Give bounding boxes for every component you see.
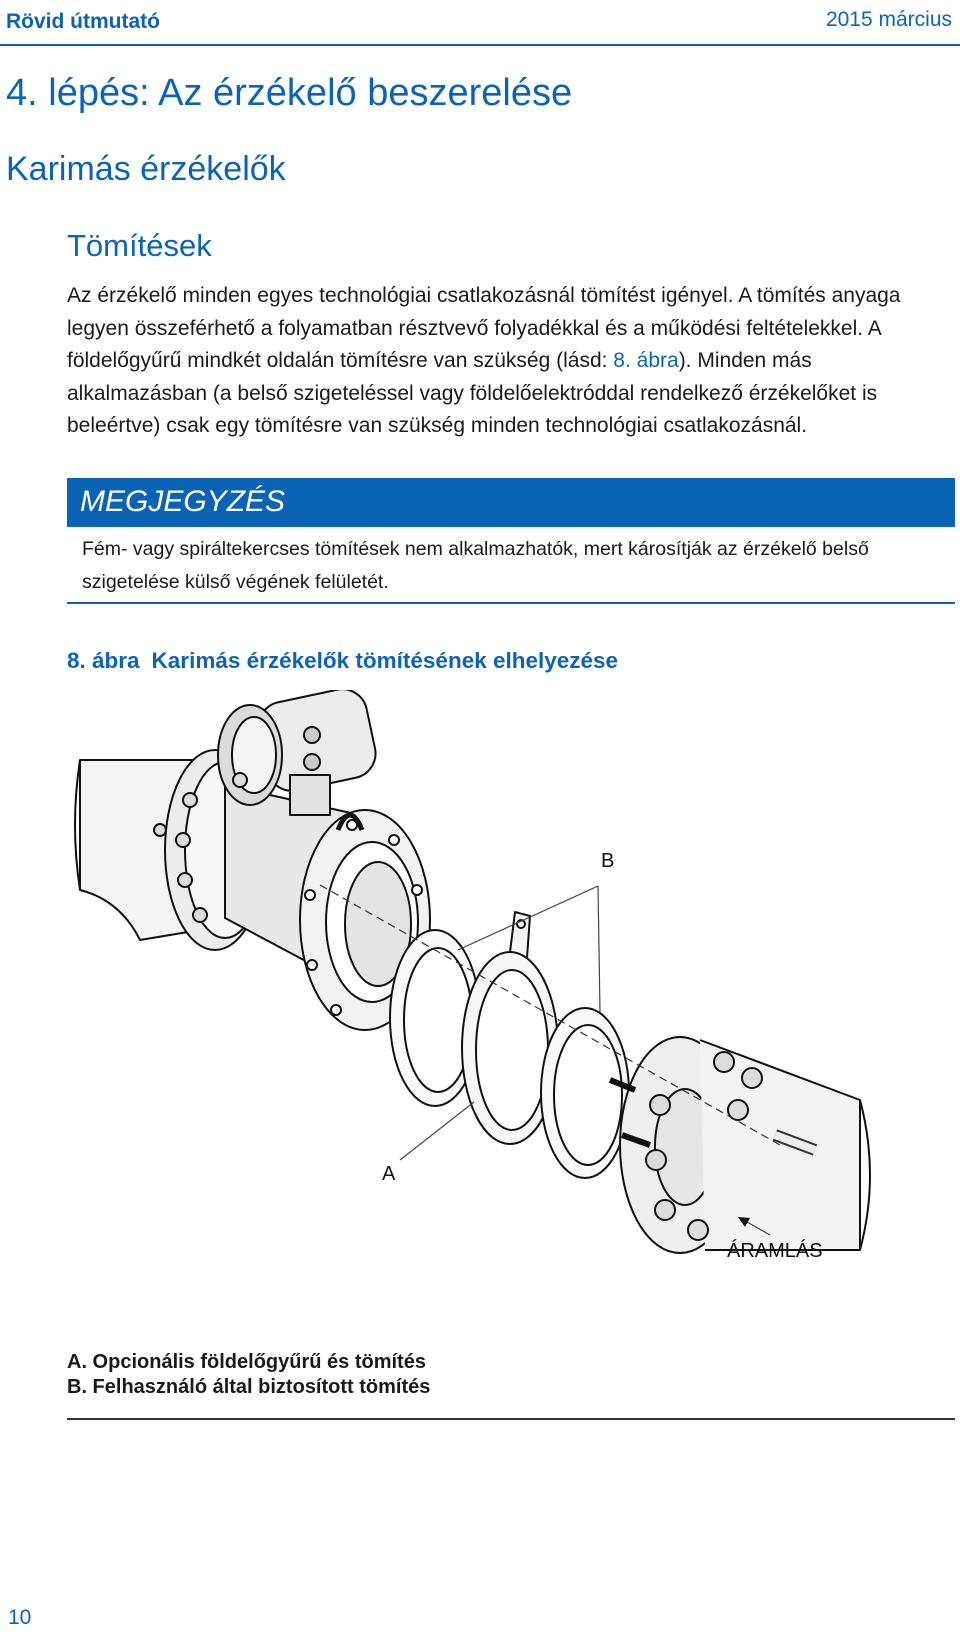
paragraph-text-1: Az érzékelő minden egyes technológiai csatlakozásnál tömítést igényel. A tömítés anyaga legyen összeférhető a folyamatban résztvevő folyadékkal és a működési feltételekkel. A földelőgyűrű mindkét oldalán tömítésre van szükség (lásd:	[67, 284, 901, 372]
figure-8-link[interactable]: 8. ábra	[613, 349, 679, 372]
header-doc-type: Rövid útmutató	[6, 10, 160, 33]
gaskets-paragraph	[67, 280, 947, 443]
note-title: MEGJEGYZÉS	[80, 485, 286, 518]
legend-item-b: B. Felhasználó által biztosított tömítés	[67, 1376, 431, 1398]
subsection-heading: Tömítések	[67, 228, 212, 263]
label-a: A	[382, 1163, 396, 1185]
figure-legend	[67, 1350, 430, 1400]
label-flow: ÁRAMLÁS	[727, 1240, 823, 1262]
legend-item-a: A. Opcionális földelőgyűrű és tömítés	[67, 1351, 426, 1373]
header-rule	[0, 44, 960, 46]
label-b: B	[601, 850, 615, 872]
note-rule	[67, 602, 955, 604]
page-number: 10	[8, 1606, 32, 1629]
note-body: Fém- vagy spiráltekercses tömítések nem alkalmazhatók, mert károsítják az érzékelő belső szigetelése külső végének felületét.	[82, 538, 869, 593]
step-heading: 4. lépés: Az érzékelő beszerelése	[6, 72, 573, 114]
figure-number: 8. ábra	[67, 648, 140, 673]
header-date: 2015 március	[825, 8, 952, 31]
section-heading: Karimás érzékelők	[6, 150, 286, 188]
legend-rule	[67, 1418, 955, 1420]
paragraph-text-2: ). Minden más alkalmazásban (a belső szigeteléssel vagy földelőelektróddal rendelkező érzékelőket is beleértve) csak egy tömítésre van szükség minden technológiai csatlakozásnál.	[67, 349, 878, 437]
figure-caption: Karimás érzékelők tömítésének elhelyezése	[151, 648, 619, 673]
leader-a	[400, 1102, 474, 1160]
figure-title	[67, 648, 618, 674]
flanged-sensor-gasket-illustration	[0, 690, 960, 1330]
leader-b-2	[598, 886, 600, 1012]
